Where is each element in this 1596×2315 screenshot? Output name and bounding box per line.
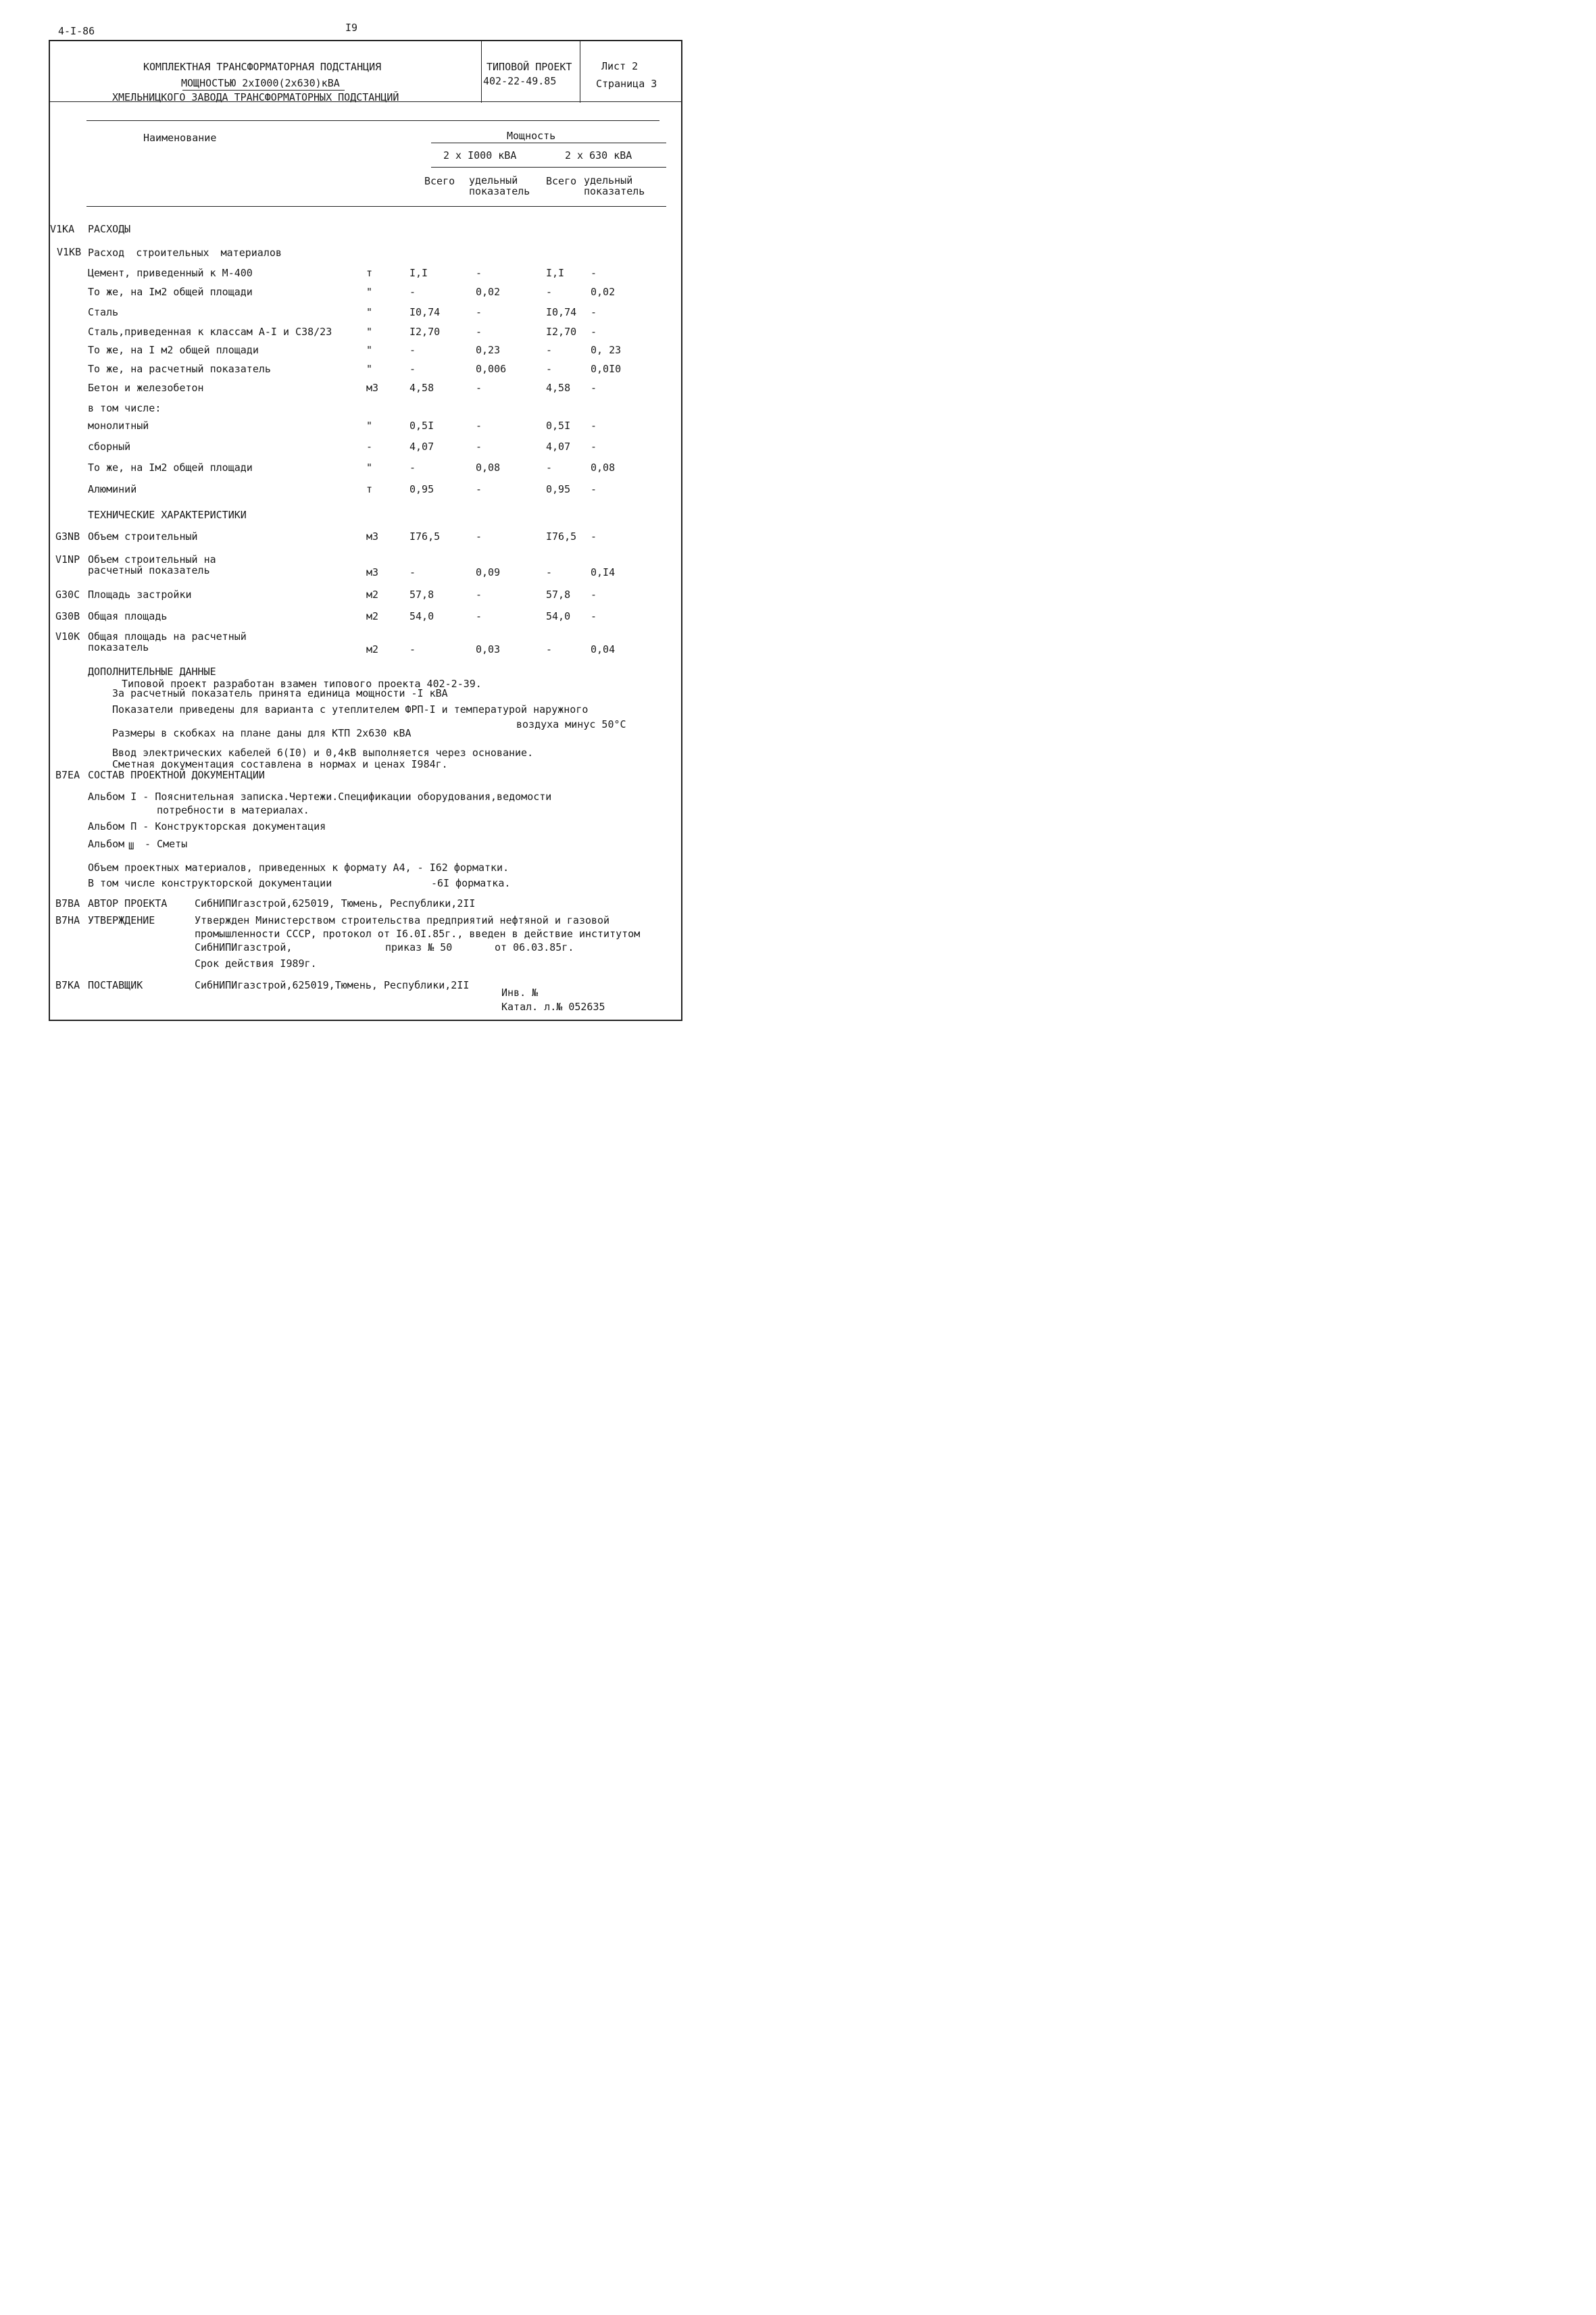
row-unit: м3 (366, 530, 379, 543)
table-top-rule (86, 120, 659, 121)
row-total-630: I,I (546, 267, 565, 279)
column-specific-2a: удельный (584, 174, 633, 186)
row-total-1000: I,I (409, 267, 428, 279)
row-total-1000: - (409, 286, 416, 298)
row-specific-630: 0,04 (591, 643, 616, 655)
row-name: То же, на I м2 общей площади (88, 344, 259, 356)
row-specific-1000: - (476, 306, 482, 318)
row-name: То же, на Iм2 общей площади (88, 286, 253, 298)
row-specific-630: 0,0I0 (591, 363, 622, 375)
row-total-1000: 0,5I (409, 420, 434, 432)
row-specific-630: 0, 23 (591, 344, 622, 356)
row-total-1000: 57,8 (409, 589, 434, 601)
composition-code: В7ЕА (55, 769, 80, 781)
row-unit: " (366, 306, 373, 318)
row-specific-630: 0,02 (591, 286, 616, 298)
row-total-630: - (546, 566, 553, 578)
column-power-header: Мощность (507, 130, 556, 142)
approval-line-3a: СибНИПИгазстрой, (195, 941, 293, 953)
volume-line-2: В том числе конструкторской документации (88, 877, 332, 889)
approval-line-3c: от 06.03.85г. (495, 941, 574, 953)
author-value: СибНИПИгазстрой,625019, Тюмень, Республики,2II (195, 897, 476, 910)
row-unit: т (366, 483, 373, 495)
row-total-1000: - (409, 363, 416, 375)
additional-cables: Ввод электрических кабелей 6(I0) и 0,4кВ выполняется через основание. (112, 747, 534, 759)
row-unit: м2 (366, 610, 379, 622)
row-unit: м3 (366, 566, 379, 578)
row-specific-1000: 0,006 (476, 363, 507, 375)
row-specific-1000: 0,02 (476, 286, 501, 298)
row-unit: " (366, 286, 373, 298)
row-total-630: 0,95 (546, 483, 571, 495)
row-unit: " (366, 326, 373, 338)
title-line-1: КОМПЛЕКТНАЯ ТРАНСФОРМАТОРНАЯ ПОДСТАНЦИЯ (143, 61, 382, 73)
row-total-1000: 4,58 (409, 382, 434, 394)
row-name: монолитный (88, 420, 149, 432)
author-code: В7ВА (55, 897, 80, 910)
row-code: V1NP (55, 553, 80, 566)
row-total-630: 4,58 (546, 382, 571, 394)
row-total-630: 54,0 (546, 610, 571, 622)
section-tech: ТЕХНИЧЕСКИЕ ХАРАКТЕРИСТИКИ (88, 509, 247, 521)
approval-line-1: Утвержден Министерством строительства предприятий нефтяной и газовой (195, 914, 610, 926)
row-unit: м2 (366, 589, 379, 601)
row-name: Сталь (88, 306, 119, 318)
approval-line-4: Срок действия I989г. (195, 957, 317, 970)
additional-dimensions: Размеры в скобках на плане даны для КТП 2х630 кВА (112, 727, 412, 739)
row-total-1000: - (409, 643, 416, 655)
title-line-3: ХМЕЛЬНИЦКОГО ЗАВОДА ТРАНСФОРМАТОРНЫХ ПОДСТАНЦИЙ (112, 91, 399, 103)
row-total-1000: - (409, 462, 416, 474)
album-1-line-2: потребности в материалах. (157, 804, 309, 816)
row-unit: " (366, 363, 373, 375)
column-total-2: Всего (546, 175, 577, 187)
row-code: G3NВ (55, 530, 80, 543)
row-total-630: - (546, 344, 553, 356)
column-specific-1b: показатель (469, 185, 530, 197)
row-specific-1000: - (476, 610, 482, 622)
section-code: V1КА (50, 223, 75, 235)
row-total-630: - (546, 643, 553, 655)
row-specific-1000: - (476, 382, 482, 394)
additional-indicators-1: Показатели приведены для варианта с утеплителем ФРП-I и температурой наружного (112, 703, 589, 716)
row-name: То же, на Iм2 общей площади (88, 462, 253, 474)
row-specific-630: - (591, 589, 597, 601)
row-specific-630: - (591, 306, 597, 318)
table-header-bottom-rule (86, 206, 666, 207)
column-specific-1a: удельный (469, 174, 518, 186)
column-group-1000: 2 х I000 кВА (443, 149, 517, 161)
row-specific-1000: 0,03 (476, 643, 501, 655)
row-total-1000: 54,0 (409, 610, 434, 622)
row-total-630: - (546, 363, 553, 375)
row-total-1000: - (409, 566, 416, 578)
row-specific-1000: - (476, 420, 482, 432)
row-name: Общая площадь на расчетный (88, 630, 247, 643)
row-code: V10К (55, 630, 80, 643)
additional-unit: За расчетный показатель принята единица мощности -I кВА (112, 687, 448, 699)
album-3-label: Альбом (88, 838, 125, 850)
album-3-rest: - Сметы (145, 838, 188, 850)
author-label: АВТОР ПРОЕКТА (88, 897, 168, 910)
volume-line-1: Объем проектных материалов, приведенных к формату А4, - I62 форматки. (88, 862, 509, 874)
row-specific-630: - (591, 420, 597, 432)
row-specific-630: - (591, 483, 597, 495)
album-3-number: Ш (128, 841, 134, 852)
row-specific-1000: - (476, 483, 482, 495)
row-unit: " (366, 462, 373, 474)
row-specific-630: - (591, 610, 597, 622)
approval-line-2: промышленности СССР, протокол от I6.0I.85г., введен в действие институтом (195, 928, 641, 940)
row-total-630: 57,8 (546, 589, 571, 601)
additional-title: ДОПОЛНИТЕЛЬНЫЕ ДАННЫЕ (88, 666, 216, 678)
row-specific-630: - (591, 441, 597, 453)
row-specific-630: 0,08 (591, 462, 616, 474)
row-specific-630: - (591, 326, 597, 338)
row-total-630: I2,70 (546, 326, 577, 338)
row-specific-630: - (591, 267, 597, 279)
approval-line-3b: приказ № 50 (385, 941, 453, 953)
row-specific-1000: - (476, 267, 482, 279)
row-specific-1000: - (476, 530, 482, 543)
row-total-1000: I2,70 (409, 326, 441, 338)
approval-code: В7НА (55, 914, 80, 926)
row-specific-630: 0,I4 (591, 566, 616, 578)
row-total-630: I0,74 (546, 306, 577, 318)
project-label: ТИПОВОЙ ПРОЕКТ (487, 61, 572, 73)
group-header-rule (431, 167, 666, 168)
row-specific-1000: 0,23 (476, 344, 501, 356)
row-unit: м2 (366, 643, 379, 655)
row-name: Бетон и железобетон (88, 382, 204, 394)
document-code: 4-I-86 (58, 25, 95, 37)
title-underline (182, 90, 345, 91)
row-total-630: I76,5 (546, 530, 577, 543)
column-name-header: Наименование (143, 132, 217, 144)
catalog-number: Катал. л.№ 052635 (501, 1001, 605, 1013)
project-number: 402-22-49.85 (483, 75, 557, 87)
row-name: Сталь,приведенная к классам А-I и С38/23 (88, 326, 332, 338)
row-code: G30В (55, 610, 80, 622)
row-total-630: - (546, 286, 553, 298)
row-specific-1000: - (476, 589, 482, 601)
approval-label: УТВЕРЖДЕНИЕ (88, 914, 155, 926)
row-total-1000: 4,07 (409, 441, 434, 453)
additional-replaces: Типовой проект разработан взамен типового проекта 402-2-39. (122, 678, 482, 690)
inventory-number: Инв. № (501, 987, 539, 999)
row-total-1000: 0,95 (409, 483, 434, 495)
row-name: Цемент, приведенный к М-400 (88, 267, 253, 279)
row-name: Алюминий (88, 483, 137, 495)
volume-line-2b: -6I форматка. (431, 877, 511, 889)
sheet-number: Лист 2 (601, 60, 639, 72)
row-total-1000: I76,5 (409, 530, 441, 543)
row-total-630: - (546, 462, 553, 474)
row-specific-1000: - (476, 326, 482, 338)
row-unit: т (366, 267, 373, 279)
row-total-630: 0,5I (546, 420, 571, 432)
row-specific-1000: 0,08 (476, 462, 501, 474)
supplier-code: В7КА (55, 979, 80, 991)
row-name-continued: расчетный показатель (88, 564, 210, 576)
row-name: То же, на расчетный показатель (88, 363, 271, 375)
supplier-value: СибНИПИгазстрой,625019,Тюмень, Республики,2II (195, 979, 470, 991)
row-unit: - (366, 441, 373, 453)
row-total-1000: I0,74 (409, 306, 441, 318)
row-name: сборный (88, 441, 131, 453)
column-group-630: 2 х 630 кВА (565, 149, 632, 161)
page-number: I9 (345, 22, 358, 34)
row-specific-630: - (591, 382, 597, 394)
row-code: G30С (55, 589, 80, 601)
row-specific-1000: - (476, 441, 482, 453)
additional-indicators-2: воздуха минус 50°С (516, 718, 626, 730)
row-name-continued: показатель (88, 641, 149, 653)
title-block-divider (481, 40, 482, 103)
row-name: Площадь застройки (88, 589, 192, 601)
additional-estimate: Сметная документация составлена в нормах и ценах I984г. (112, 758, 448, 770)
row-unit: м3 (366, 382, 379, 394)
column-total-1: Всего (424, 175, 455, 187)
row-name: в том числе: (88, 402, 161, 414)
row-name: Общая площадь (88, 610, 168, 622)
row-unit: " (366, 344, 373, 356)
row-name: Объем строительный на (88, 553, 216, 566)
composition-title: СОСТАВ ПРОЕКТНОЙ ДОКУМЕНТАЦИИ (88, 769, 265, 781)
row-total-630: 4,07 (546, 441, 571, 453)
album-1-line-1: Альбом I - Пояснительная записка.Чертежи.Спецификации оборудования,ведомости (88, 791, 552, 803)
row-specific-1000: 0,09 (476, 566, 501, 578)
page-label: Страница 3 (596, 78, 657, 90)
title-line-2: МОЩНОСТЬЮ 2хI000(2х630)кВА (181, 77, 340, 89)
row-name: Объем строительный (88, 530, 198, 543)
row-specific-630: - (591, 530, 597, 543)
album-2: Альбом П - Конструкторская документация (88, 820, 326, 832)
column-specific-2b: показатель (584, 185, 645, 197)
supplier-label: ПОСТАВЩИК (88, 979, 143, 991)
row-unit: " (366, 420, 373, 432)
row-total-1000: - (409, 344, 416, 356)
section-code: V1КВ (57, 246, 82, 258)
section-expenses: РАСХОДЫ (88, 223, 131, 235)
section-materials: Расход строительных материалов (88, 247, 282, 259)
